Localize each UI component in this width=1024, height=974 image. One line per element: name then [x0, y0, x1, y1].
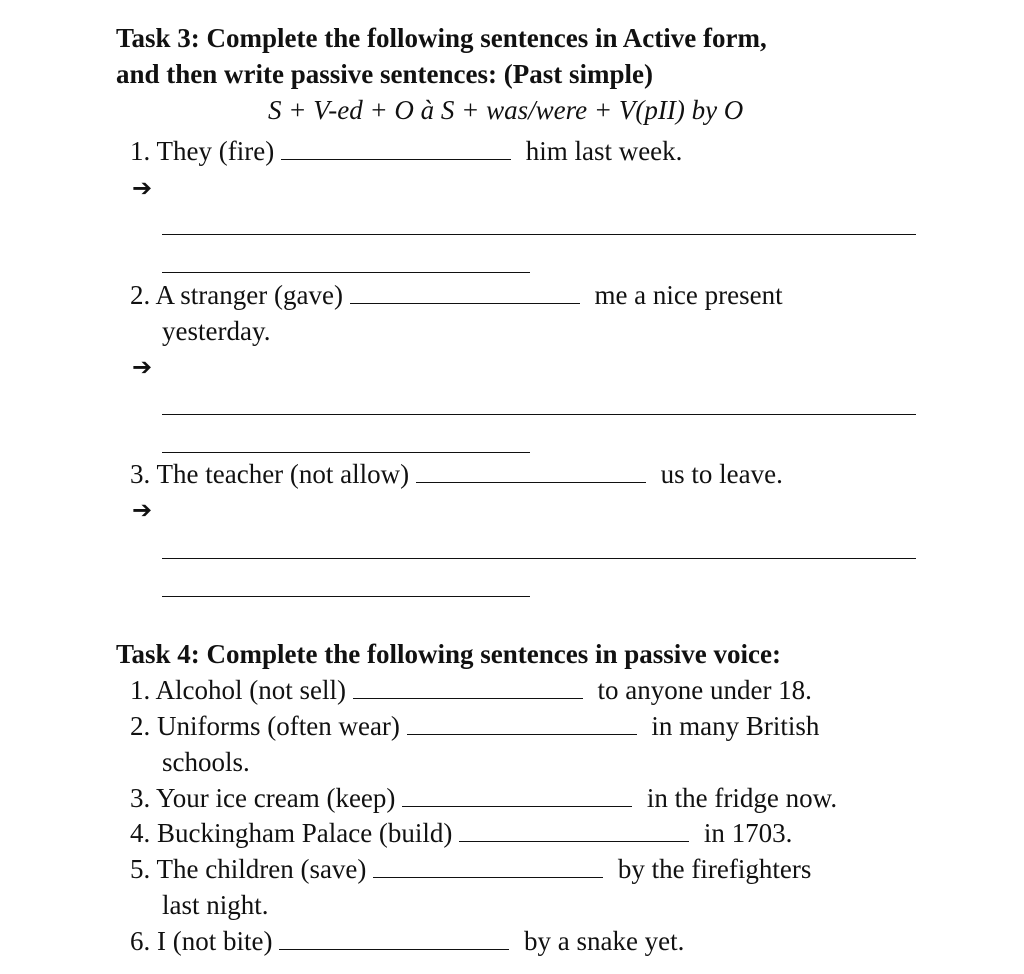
task3-item-2 — [130, 277, 783, 313]
item-number: 4. — [130, 818, 151, 848]
item-prompt: Your ice cream (keep) — [156, 783, 396, 813]
item-prompt: Uniforms (often wear) — [157, 711, 400, 741]
answer-blank[interactable] — [416, 460, 646, 483]
task3-title-line1: Task 3: Complete the following sentences in Active form, — [116, 23, 767, 53]
task3-item-1 — [130, 133, 682, 169]
arrow-icon: ➔ — [132, 496, 153, 524]
task4-title: Task 4: Complete the following sentences in passive voice: — [116, 639, 781, 669]
item-rest: in 1703. — [703, 818, 793, 848]
item-prompt: The children (save) — [156, 854, 367, 884]
item-rest: him last week. — [525, 136, 683, 166]
answer-blank[interactable] — [402, 784, 632, 807]
item-rest: to anyone under 18. — [597, 675, 812, 705]
task4-item-2 — [130, 708, 819, 744]
answer-line[interactable] — [162, 452, 530, 453]
task4-item-2-continuation: schools. — [162, 747, 250, 777]
arrow-icon: ➔ — [132, 353, 153, 381]
item-rest: in many British — [651, 711, 820, 741]
task3-title-line2: and then write passive sentences: (Past simple) — [116, 59, 653, 89]
item-prompt: They (fire) — [156, 136, 275, 166]
answer-line[interactable] — [162, 558, 916, 559]
item-rest: me a nice present — [594, 280, 783, 310]
item-number: 3. — [130, 783, 151, 813]
arrow-icon: ➔ — [132, 174, 153, 202]
answer-blank[interactable] — [407, 712, 637, 735]
task4-item-3 — [130, 780, 837, 816]
item-number: 3. — [130, 459, 151, 489]
task4-item-5 — [130, 851, 811, 887]
task4-item-5-continuation: last night. — [162, 890, 269, 920]
answer-blank[interactable] — [353, 676, 583, 699]
item-prompt: Buckingham Palace (build) — [157, 818, 453, 848]
item-number: 2. — [130, 280, 151, 310]
item-prompt: Alcohol (not sell) — [155, 675, 346, 705]
task3-formula: S + V-ed + O à S + was/were + V(pII) by O — [268, 95, 744, 125]
item-number: 1. — [130, 136, 151, 166]
answer-blank[interactable] — [350, 281, 580, 304]
item-number: 5. — [130, 854, 151, 884]
item-number: 2. — [130, 711, 151, 741]
answer-line[interactable] — [162, 234, 916, 235]
answer-line[interactable] — [162, 414, 916, 415]
answer-blank[interactable] — [281, 137, 511, 160]
task3-item-3 — [130, 456, 783, 492]
answer-line[interactable] — [162, 272, 530, 273]
item-number: 6. — [130, 926, 151, 956]
item-prompt: A stranger (gave) — [155, 280, 343, 310]
item-prompt: I (not bite) — [157, 926, 273, 956]
answer-blank[interactable] — [373, 855, 603, 878]
task4-item-6 — [130, 923, 684, 959]
answer-blank[interactable] — [279, 927, 509, 950]
item-prompt: The teacher (not allow) — [156, 459, 410, 489]
answer-blank[interactable] — [459, 819, 689, 842]
item-rest: in the fridge now. — [646, 783, 838, 813]
item-number: 1. — [130, 675, 151, 705]
task4-item-4 — [130, 815, 792, 851]
task4-item-1 — [130, 672, 812, 708]
answer-line[interactable] — [162, 596, 530, 597]
item-rest: us to leave. — [660, 459, 783, 489]
item-rest: by a snake yet. — [523, 926, 685, 956]
task3-item-2-continuation: yesterday. — [162, 316, 271, 346]
item-rest: by the firefighters — [617, 854, 812, 884]
